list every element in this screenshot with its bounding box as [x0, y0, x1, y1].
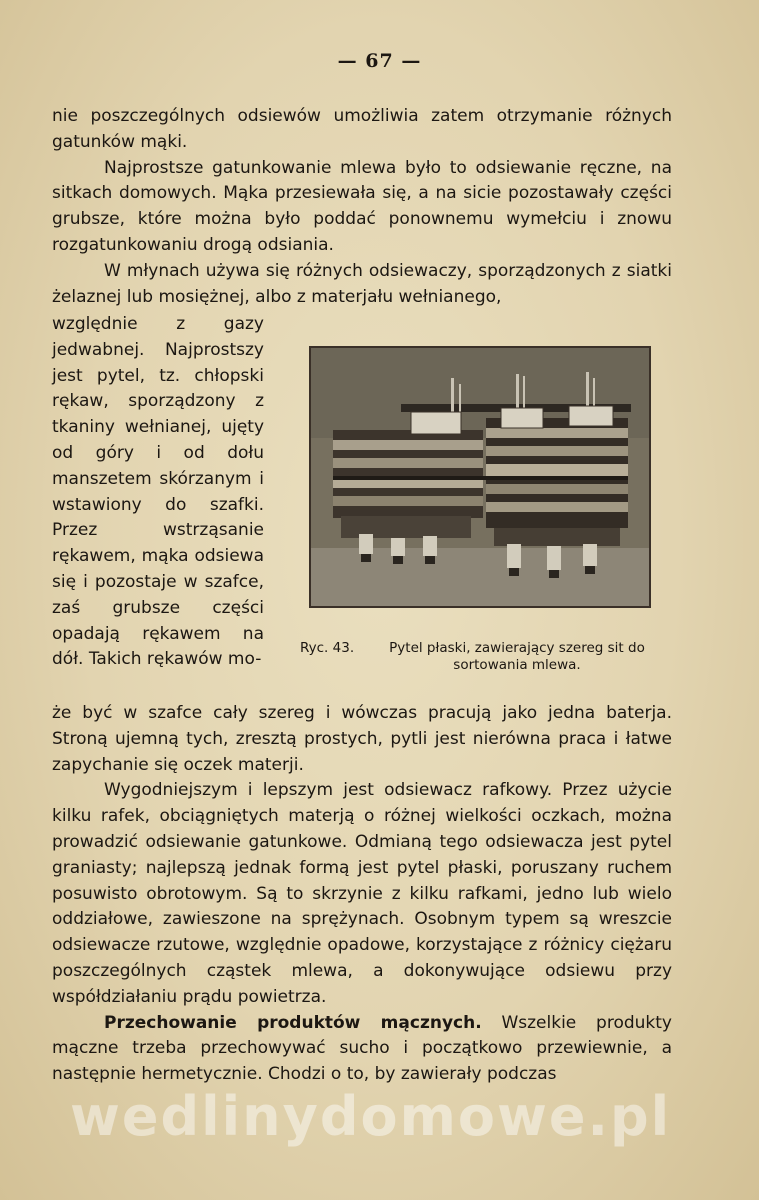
text-column-beside-figure — [52, 312, 264, 673]
sifter-machine-photo — [311, 348, 649, 606]
paragraph-5-text: Wszelkie produkty mączne trzeba przechowywać sucho i początkowo przewiewnie, a następnie hermetycznie. Chodzi o to, by zawierały podczas — [52, 1012, 672, 1085]
paragraph-3-bottom: że być w szafce cały szereg i wówczas pracują jako jedna baterja. Stroną ujemną tych, zresztą prostych, pytli jest nierówna praca i łatwe zapychanie się oczek materji. — [52, 703, 672, 775]
text-block-top — [52, 104, 672, 310]
paragraph-5 — [52, 1011, 672, 1088]
paragraph-4: Wygodniejszym i lepszym jest odsiewacz rafkowy. Przez użycie kilku rafek, obciągniętych materją o różnej wielkości oczkach, można prowadzić odsiewanie gatunkowe. Odmianą tego odsiewacza jest pytel graniasty; najlepszą jednak formą jest pytel płaski, poruszany ruchem posuwisto obrotowym. Są to skrzynie z kilku rafkami, jedno lub wielo oddziałowe, zawieszone na sprężynach. Osobnym typem są wreszcie odsiewacze rzutowe, względnie opadowe, korzystające z różnicy ciężaru poszczególnych cząstek mlewa, a dokonywujące odsiewu przy współdziałaniu prądu powietrza. — [52, 780, 672, 1007]
figure-photo — [309, 346, 651, 608]
watermark: wedlinydomowe.pl — [70, 1085, 672, 1148]
section-heading: Przechowanie produktów mącznych. — [104, 1012, 482, 1033]
paragraph-3-wide: W młynach używa się różnych odsiewaczy, sporządzonych z siatki żelaznej lub mosiężnej, albo z materjału wełnianego, — [52, 260, 672, 307]
text-block-bottom — [52, 701, 672, 1088]
page-number: — 67 — — [337, 50, 422, 72]
figure-caption-text: Pytel płaski, zawierający szereg sit do sortowania mlewa. — [389, 640, 645, 673]
paragraph-2: Najprostsze gatunkowanie mlewa było to odsiewanie ręczne, na sitkach domowych. Mąka przesiewała się, a na sicie pozostawały części grubsze, które można było poddać ponownemu wymełciu i znowu rozgatunkowaniu drogą odsiania. — [52, 157, 672, 255]
paragraph-3-narrow: względnie z gazy jedwabnej. Najprostszy jest pytel, tz. chłopski rękaw, sporządzony z tkaniny wełnianej, ujęty od góry i od dołu manszetem skórzanym i wstawiony do szafki. Przez wstrząsanie rękawem, mąka odsiewa się i pozostaje w szafce, zaś grubsze części opadają rękawem na dół. Takich rękawów mo- — [52, 314, 264, 670]
figure-label: Ryc. 43. — [300, 640, 355, 656]
figure-caption — [300, 640, 670, 674]
paragraph-1: nie poszczególnych odsiewów umożliwia zatem otrzymanie różnych gatunków mąki. — [52, 106, 672, 152]
